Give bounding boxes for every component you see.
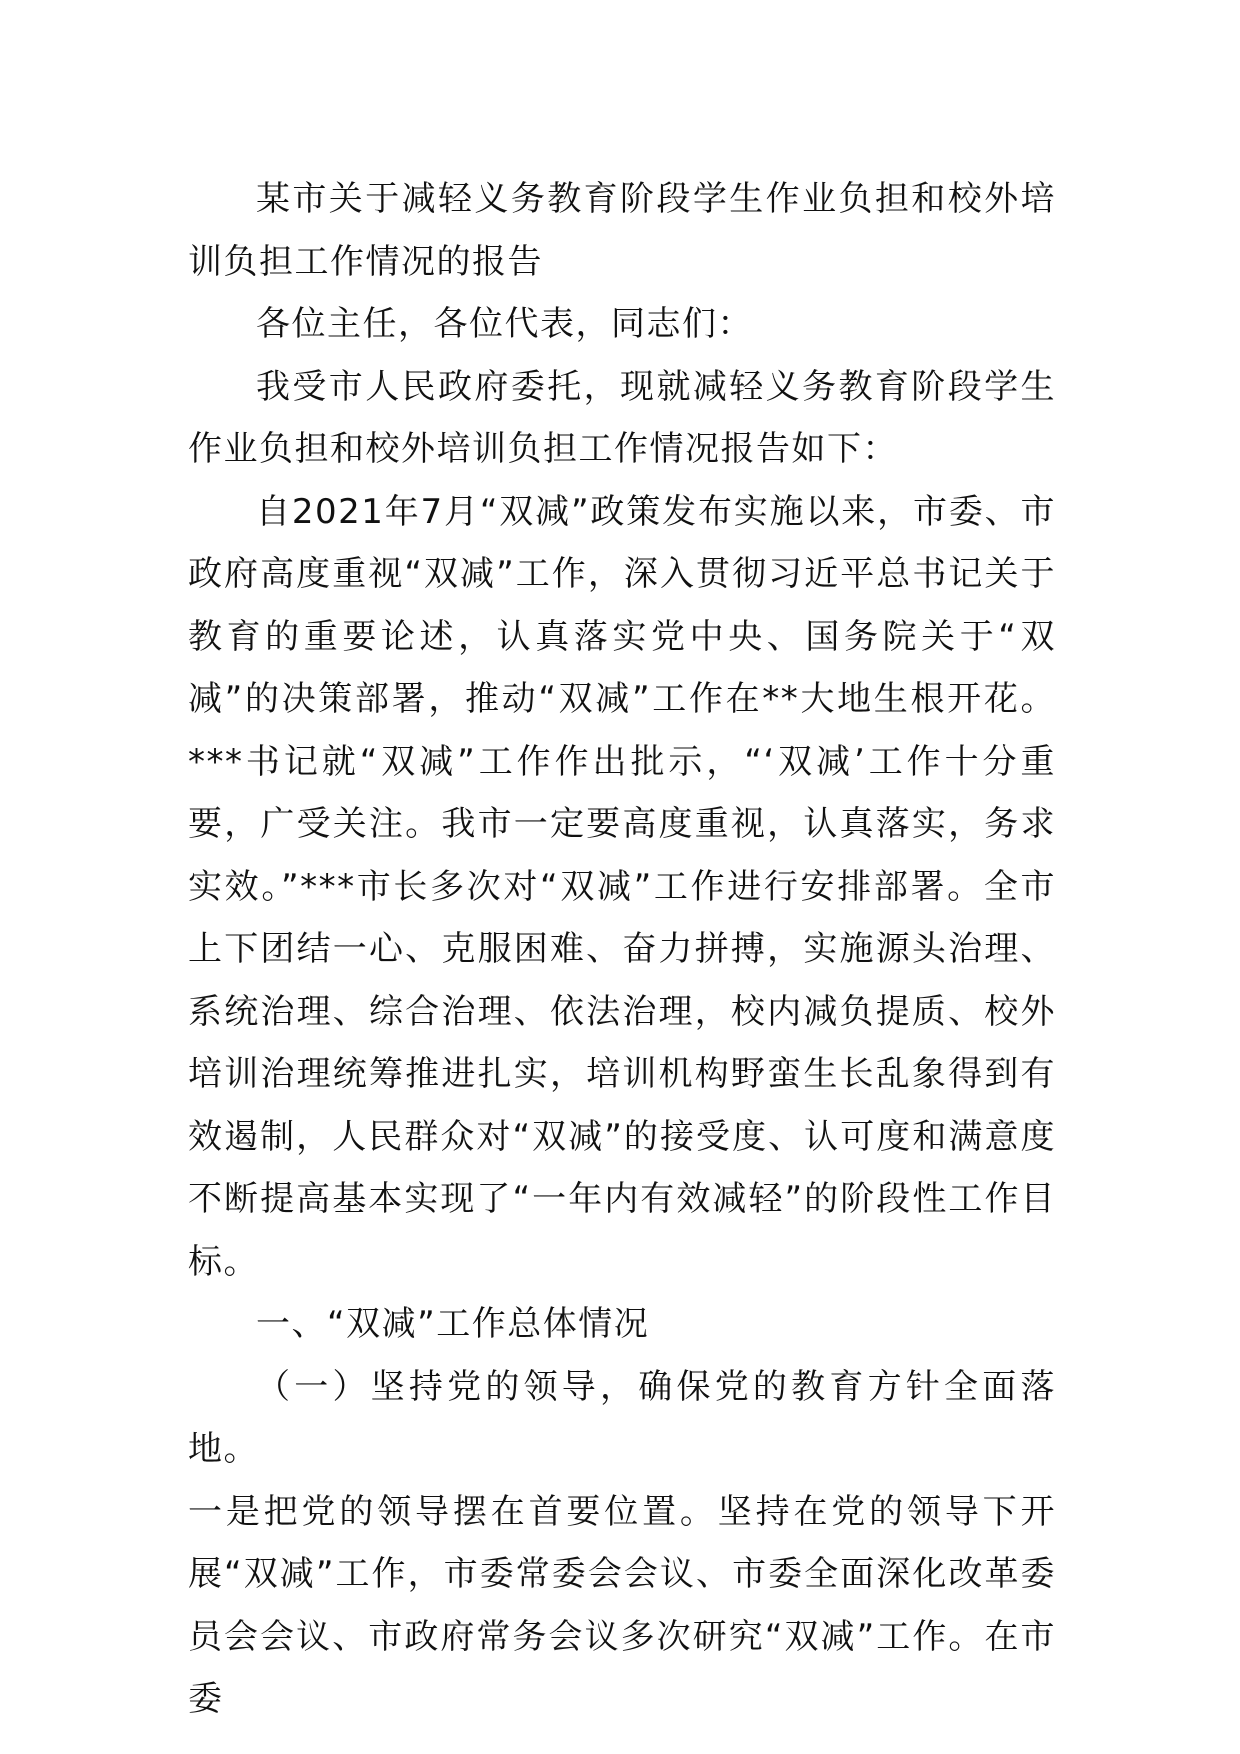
- subsection-heading: （一）坚持党的领导，确保党的教育方针全面落地。: [188, 1366, 1056, 1469]
- body-paragraph: 一是把党的领导摆在首要位置。坚持在党的领导下开展“双减”工作，市委常委会会议、市委全面深化改革委员会会议、市政府常务会议多次研究“双减”工作。在市委: [188, 1491, 1056, 1719]
- section-heading: 一、“双减”工作总体情况: [256, 1304, 650, 1344]
- document-title: 某市关于减轻义务教育阶段学生作业负担和校外培训负担工作情况的报告: [188, 179, 1056, 282]
- salutation: 各位主任，各位代表，同志们：: [256, 304, 753, 344]
- intro-paragraph: 我受市人民政府委托，现就减轻义务教育阶段学生作业负担和校外培训负担工作情况报告如下：: [188, 366, 1056, 469]
- body-paragraph: 自2021年7月“双减”政策发布实施以来，市委、市政府高度重视“双减”工作，深入贯彻习近平总书记关于教育的重要论述，认真落实党中央、国务院关于“双减”的决策部署，推动“双减”工作在**大地生根开花。***书记就“双减”工作作出批示，“‘双减’工作十分重要，广受关注。我市一定要高度重视，认真落实，务求实效。”***市长多次对“双减”工作进行安排部署。全市上下团结一心、克服困难、奋力拼搏，实施源头治理、系统治理、综合治理、依法治理，校内减负提质、校外培训治理统筹推进扎实，培训机构野蛮生长乱象得到有效遏制，人民群众对“双减”的接受度、认可度和满意度不断提高基本实现了“一年内有效减轻”的阶段性工作目标。: [188, 491, 1056, 1282]
- document-body: [188, 168, 1056, 1731]
